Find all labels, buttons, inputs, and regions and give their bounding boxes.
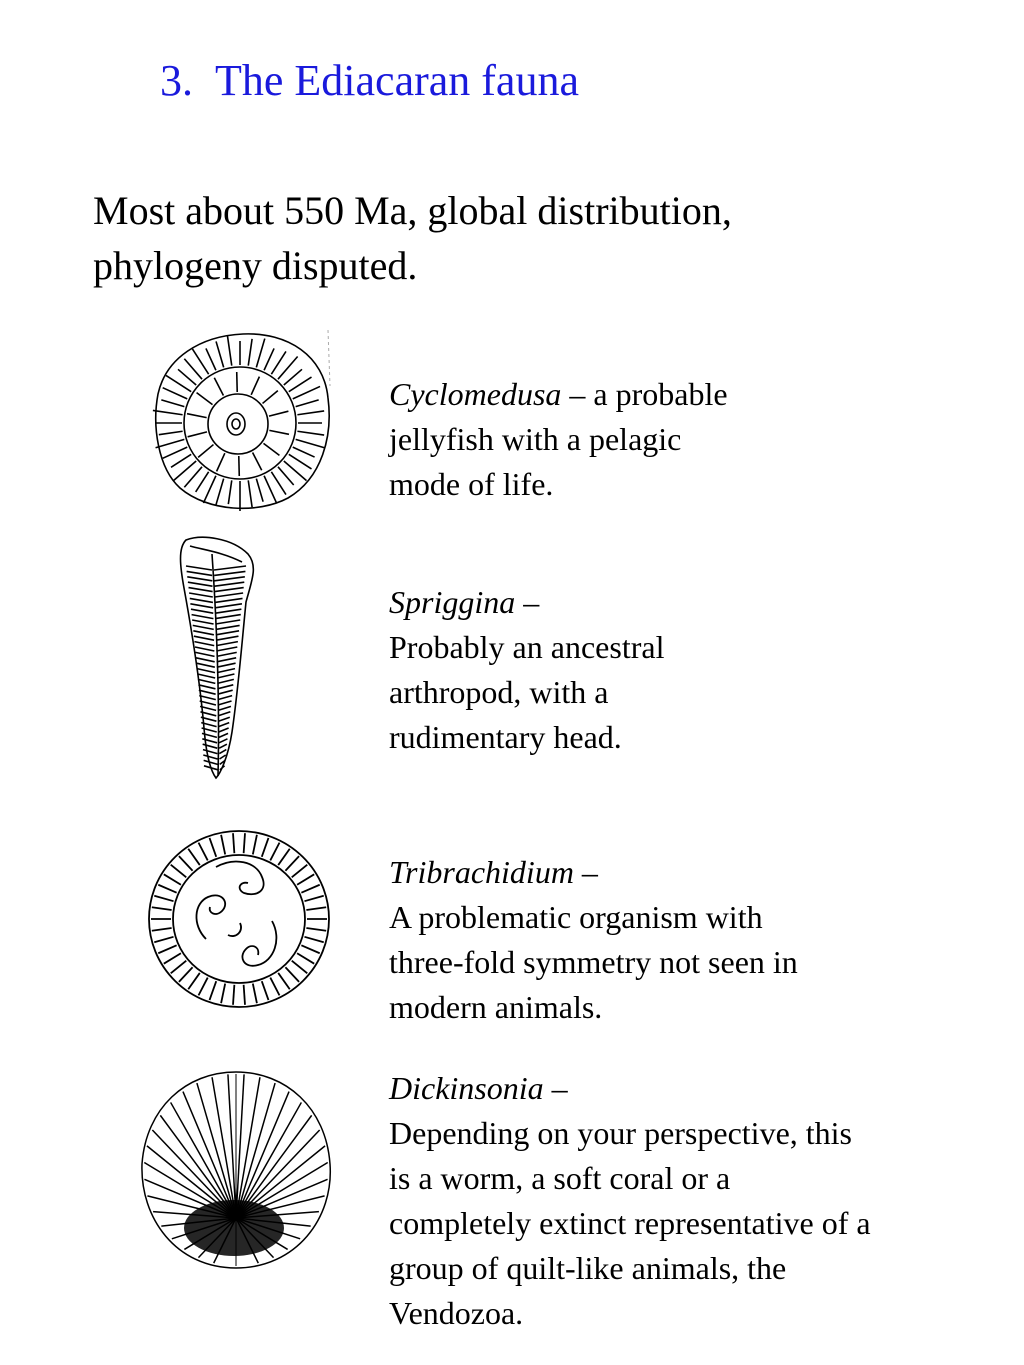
taxon-name: Dickinsonia <box>389 1070 544 1106</box>
desc-line: Probably an ancestral <box>389 629 665 665</box>
dash: – <box>515 584 540 620</box>
desc-line: mode of life. <box>389 466 554 502</box>
dash: – <box>573 854 598 890</box>
slide-title <box>160 55 579 106</box>
spriggina-description <box>389 580 664 760</box>
desc-line: jellyfish with a pelagic <box>389 421 682 457</box>
desc-line: three-fold symmetry not seen in <box>389 944 798 980</box>
desc-line: A problematic organism with <box>389 899 763 935</box>
title-text: The Ediacaran fauna <box>215 56 579 105</box>
desc-line: Vendozoa. <box>389 1295 524 1331</box>
desc-line <box>389 850 798 895</box>
dash: – <box>543 1070 568 1106</box>
tribrachidium-description <box>389 850 798 1030</box>
dash: – <box>561 376 594 412</box>
desc-text: a probable <box>593 376 728 412</box>
intro-line: Most about 550 Ma, global distribution, <box>93 188 732 233</box>
desc-line: arthropod, with a <box>389 674 609 710</box>
intro-line: phylogeny disputed. <box>93 243 418 288</box>
taxon-name: Spriggina <box>389 584 516 620</box>
spriggina-drawing <box>172 532 264 782</box>
title-number: 3. <box>160 56 193 105</box>
desc-line <box>389 1066 871 1111</box>
cyclomedusa-description <box>389 372 728 507</box>
desc-line: group of quilt-like animals, the <box>389 1250 787 1286</box>
taxon-name: Tribrachidium <box>389 854 574 890</box>
desc-line <box>389 580 664 625</box>
dickinsonia-drawing <box>136 1068 336 1273</box>
taxon-name: Cyclomedusa <box>389 376 562 412</box>
desc-line: is a worm, a soft coral or a <box>389 1160 731 1196</box>
cyclomedusa-drawing <box>148 326 338 516</box>
tribrachidium-drawing <box>144 827 334 1012</box>
desc-line: modern animals. <box>389 989 603 1025</box>
desc-line: Depending on your perspective, this <box>389 1115 852 1151</box>
desc-line: rudimentary head. <box>389 719 622 755</box>
desc-line <box>389 372 728 417</box>
desc-line: completely extinct representative of a <box>389 1205 871 1241</box>
dickinsonia-description <box>389 1066 871 1336</box>
intro-text <box>93 183 953 293</box>
